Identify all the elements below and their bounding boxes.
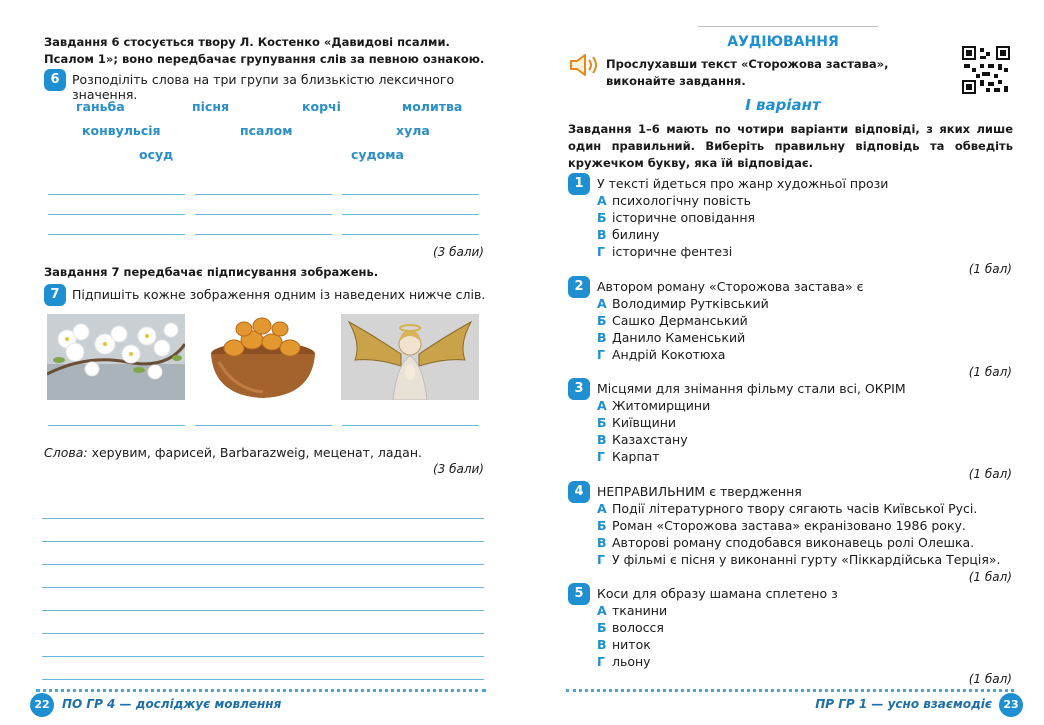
option-text: Володимир Рутківський xyxy=(612,296,769,311)
section-title: АУДІЮВАННЯ xyxy=(727,34,839,50)
option-letter[interactable]: А xyxy=(597,398,607,413)
option-text: Київщини xyxy=(612,415,677,430)
variant-title: І варіант xyxy=(745,96,821,114)
question-score: (1 бал) xyxy=(968,672,1012,686)
answer-line[interactable] xyxy=(195,214,332,215)
question-score: (1 бал) xyxy=(968,570,1012,584)
writing-line[interactable] xyxy=(42,587,484,588)
right-page xyxy=(522,0,1044,725)
option-letter[interactable]: Г xyxy=(597,244,605,259)
question-text: НЕПРАВИЛЬНИМ є твердження xyxy=(597,484,802,499)
question-text: Місцями для знімання фільму стали всі, ОКРІМ xyxy=(597,381,906,396)
option-text: ниток xyxy=(612,637,651,652)
answer-line[interactable] xyxy=(195,194,332,195)
option-letter[interactable]: Б xyxy=(597,210,607,225)
option-letter[interactable]: Г xyxy=(597,552,605,567)
words-list xyxy=(44,445,422,460)
word-3: корчі xyxy=(302,99,341,114)
answer-option[interactable] xyxy=(597,449,660,464)
writing-line[interactable] xyxy=(42,679,484,680)
answer-option[interactable] xyxy=(597,244,732,259)
task6-text: Розподіліть слова на три групи за близькістю лексичного значення. xyxy=(72,72,455,102)
caption-line[interactable] xyxy=(342,425,479,426)
question-number: 2 xyxy=(568,276,590,298)
answer-option[interactable] xyxy=(597,552,1001,567)
task6-number: 6 xyxy=(44,69,66,91)
caption-line[interactable] xyxy=(195,425,332,426)
option-text: Казахстану xyxy=(612,432,688,447)
answer-option[interactable] xyxy=(597,432,688,447)
flowering-branch-image xyxy=(47,314,185,400)
words-values: херувим, фарисей, Barbarazweig, меценат, ладан. xyxy=(87,445,422,460)
option-letter[interactable]: Г xyxy=(597,449,605,464)
task7-intro: Завдання 7 передбачає підписування зображень. xyxy=(44,265,379,279)
answer-option[interactable] xyxy=(597,501,977,516)
writing-line[interactable] xyxy=(42,541,484,542)
question-number: 4 xyxy=(568,481,590,503)
option-text: У фільмі є пісня у виконанні гурту «Піккардійська Терція». xyxy=(612,552,1001,567)
option-text: льону xyxy=(612,654,651,669)
answer-option[interactable] xyxy=(597,415,676,430)
question-number: 3 xyxy=(568,378,590,400)
speaker-icon xyxy=(568,52,602,82)
angel-figurine-image xyxy=(341,314,479,400)
answer-option[interactable] xyxy=(597,398,710,413)
option-letter[interactable]: Б xyxy=(597,415,607,430)
footer-text: ПО ГР 4 — досліджує мовлення xyxy=(62,697,282,711)
task6-intro: Завдання 6 стосується твору Л. Костенко «Давидові псалми. Псалом 1»; воно передбачає групування слів за певною ознакою. xyxy=(44,35,485,66)
footer-divider xyxy=(36,689,486,692)
tasks-intro: Завдання 1–6 мають по чотири варіанти відповіді, з яких лише один правильний. Виберіть правильну відповідь та обведіть кружечком букву, яка їй відповідає. xyxy=(568,122,1013,170)
word-6: псалом xyxy=(240,123,293,138)
word-9: судома xyxy=(351,147,404,162)
writing-line[interactable] xyxy=(42,518,484,519)
answer-option[interactable] xyxy=(597,330,745,345)
task7-number: 7 xyxy=(44,284,66,306)
question-text: У тексті йдеться про жанр художньої прози xyxy=(597,176,889,191)
writing-line[interactable] xyxy=(42,656,484,657)
task7-score: (3 бали) xyxy=(432,462,484,476)
answer-option[interactable] xyxy=(597,518,966,533)
footer-divider xyxy=(566,689,1014,692)
word-5: конвульсія xyxy=(82,123,161,138)
answer-line[interactable] xyxy=(342,194,479,195)
option-text: Житомирщини xyxy=(612,398,711,413)
answer-option[interactable] xyxy=(597,313,748,328)
answer-option[interactable] xyxy=(597,227,660,242)
option-text: Сашко Дерманський xyxy=(612,313,748,328)
footer-text: ПР ГР 1 — усно взаємодіє xyxy=(815,697,992,711)
answer-line[interactable] xyxy=(48,214,185,215)
word-8: осуд xyxy=(139,147,174,162)
answer-line[interactable] xyxy=(195,234,332,235)
option-letter[interactable]: Г xyxy=(597,347,605,362)
answer-line[interactable] xyxy=(342,234,479,235)
task7-text: Підпишіть кожне зображення одним із наведених нижче слів. xyxy=(72,287,486,302)
answer-option[interactable] xyxy=(597,620,664,635)
answer-option[interactable] xyxy=(597,535,974,550)
option-text: Авторові роману сподобався виконавець ролі Олешка. xyxy=(612,535,975,550)
answer-option[interactable] xyxy=(597,193,751,208)
writing-line[interactable] xyxy=(42,564,484,565)
option-text: Данило Каменський xyxy=(612,330,746,345)
option-letter[interactable]: А xyxy=(597,296,607,311)
option-letter[interactable]: Б xyxy=(597,313,607,328)
option-letter[interactable]: А xyxy=(597,193,607,208)
writing-line[interactable] xyxy=(42,610,484,611)
answer-option[interactable] xyxy=(597,347,725,362)
incense-bowl-image xyxy=(194,314,332,400)
question-number: 5 xyxy=(568,583,590,605)
caption-line[interactable] xyxy=(48,425,185,426)
word-7: хула xyxy=(396,123,430,138)
question-text: Коси для образу шамана сплетено з xyxy=(597,586,838,601)
answer-option[interactable] xyxy=(597,637,651,652)
answer-line[interactable] xyxy=(48,234,185,235)
option-text: історичне оповідання xyxy=(612,210,756,225)
option-letter[interactable]: В xyxy=(597,432,607,447)
question-score: (1 бал) xyxy=(968,467,1012,481)
word-1: ганьба xyxy=(76,99,125,114)
option-text: Події літературного твору сягають часів Київської Русі. xyxy=(612,501,978,516)
answer-line[interactable] xyxy=(48,194,185,195)
option-letter[interactable]: Б xyxy=(597,518,607,533)
answer-option[interactable] xyxy=(597,603,667,618)
option-text: Карпат xyxy=(612,449,660,464)
answer-option[interactable] xyxy=(597,296,769,311)
page-number: 22 xyxy=(30,693,54,717)
option-text: волосся xyxy=(612,620,664,635)
question-score: (1 бал) xyxy=(968,262,1012,276)
option-text: Андрій Кокотюха xyxy=(612,347,726,362)
option-letter[interactable]: В xyxy=(597,227,607,242)
qr-code-icon[interactable] xyxy=(962,46,1010,98)
answer-line[interactable] xyxy=(342,214,479,215)
word-4: молитва xyxy=(402,99,463,114)
option-text: билину xyxy=(612,227,660,242)
question-number: 1 xyxy=(568,173,590,195)
question-score: (1 бал) xyxy=(968,365,1012,379)
option-letter[interactable]: А xyxy=(597,603,607,618)
option-letter[interactable]: В xyxy=(597,637,607,652)
option-text: психологічну повість xyxy=(612,193,752,208)
option-text: історичне фентезі xyxy=(612,244,733,259)
words-label: Слова: xyxy=(44,445,88,460)
answer-option[interactable] xyxy=(597,210,755,225)
option-text: тканини xyxy=(612,603,668,618)
option-letter[interactable]: Г xyxy=(597,654,605,669)
option-letter[interactable]: В xyxy=(597,330,607,345)
answer-option[interactable] xyxy=(597,654,651,669)
option-text: Роман «Сторожова застава» екранізовано 1986 року. xyxy=(612,518,966,533)
option-letter[interactable]: А xyxy=(597,501,607,516)
task6-score: (3 бали) xyxy=(432,245,484,259)
option-letter[interactable]: В xyxy=(597,535,607,550)
question-text: Автором роману «Сторожова застава» є xyxy=(597,279,864,294)
writing-line[interactable] xyxy=(42,633,484,634)
header-rule xyxy=(698,26,878,27)
option-letter[interactable]: Б xyxy=(597,620,607,635)
page-number: 23 xyxy=(999,693,1023,717)
word-2: пісня xyxy=(192,99,229,114)
listening-instruction: Прослухавши текст «Сторожова застава», виконайте завдання. xyxy=(606,57,889,88)
